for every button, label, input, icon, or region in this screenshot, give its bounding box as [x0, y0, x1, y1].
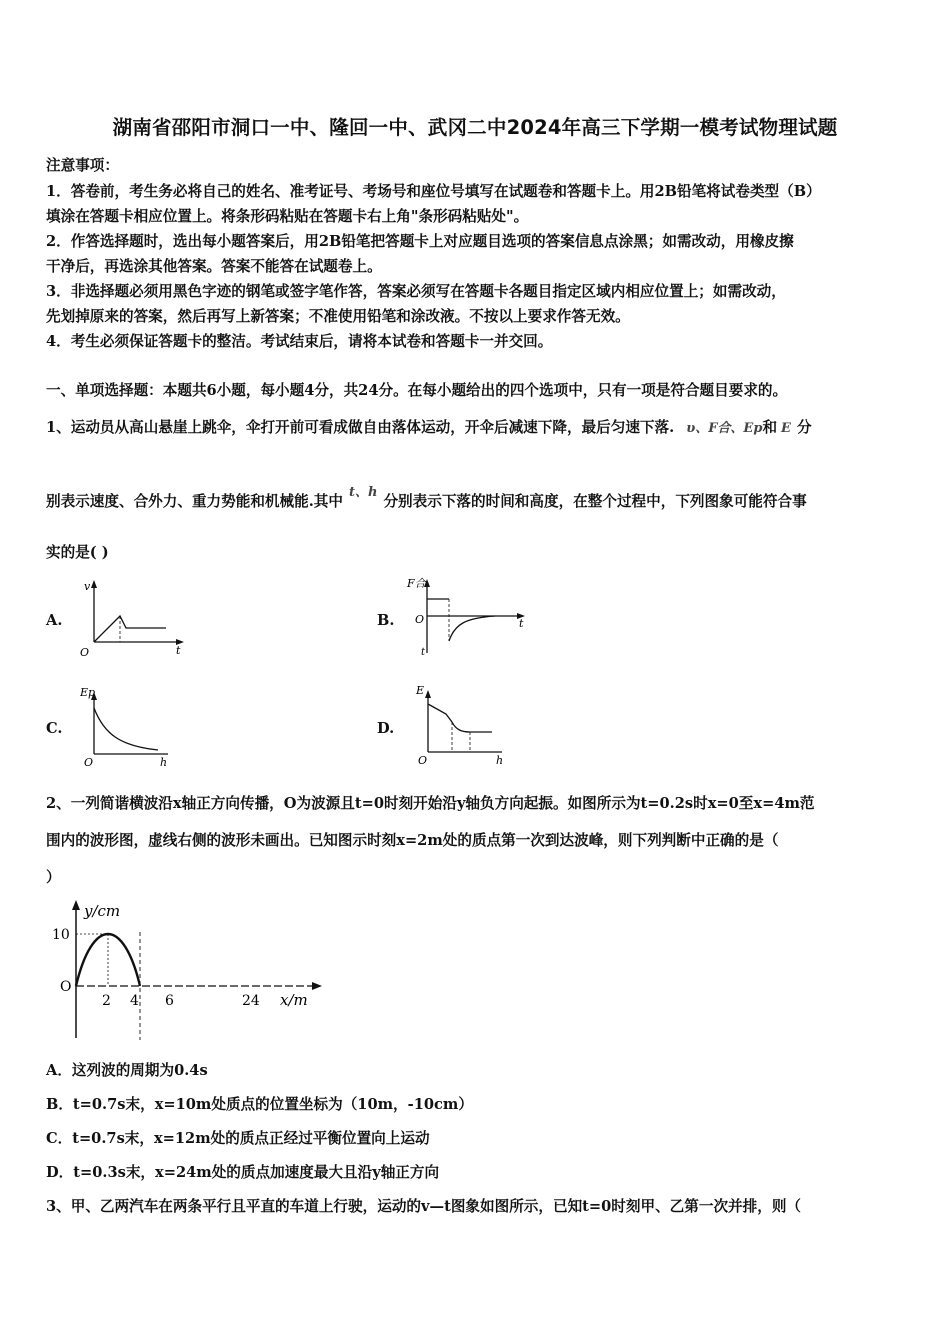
q1-text-end: 分 — [796, 419, 812, 436]
notice-line: 3．非选择题必须用黑色字迹的钢笔或签字笔作答，答案必须写在答题卡各题目指定区域内相应位置上；如需改动， — [46, 283, 786, 300]
q1-graph-c — [80, 684, 180, 769]
notice-line: 2．作答选择题时，选出每小题答案后，用2B铅笔把答题卡上对应题目选项的答案信息点涂黑；如需改动，用橡皮擦 — [46, 233, 794, 250]
curve-e-decel — [452, 722, 492, 732]
q1-stem-line2 — [46, 485, 807, 511]
y-label: F合 — [407, 577, 426, 590]
q1-text: 别表示速度、合外力、重力势能和机械能.其中 — [46, 493, 343, 510]
y-label: v — [84, 580, 91, 593]
notice-line: 4．考生必须保证答题卡的整洁。考试结束后，请将本试卷和答题卡一并交回。 — [46, 333, 553, 350]
notice-line: 1．答卷前，考生务必将自己的姓名、准考证号、考场号和座位号填写在试题卷和答题卡上。用2B铅笔将试卷类型（B） — [46, 183, 821, 200]
q2-option-a: A．这列波的周期为0.4s — [46, 1062, 208, 1079]
q1-math-th: t、h — [348, 485, 378, 500]
q1-math-E: E — [781, 421, 791, 436]
x-tick-24: 24 — [242, 993, 260, 1009]
q1-option-d-label: D. — [377, 720, 395, 737]
notice-line: 干净后，再选涂其他答案。答案不能答在试题卷上。 — [46, 258, 382, 275]
origin-label: O — [84, 756, 94, 769]
q1-math-symbols: υ、F合、Ep — [686, 421, 763, 436]
y-label: y/cm — [84, 902, 121, 920]
q1-graph-a — [80, 578, 190, 658]
q2-option-d: D．t=0.3s末，x=24m处的质点加速度最大且沿y轴正方向 — [46, 1164, 440, 1181]
q2-wave-graph — [48, 896, 328, 1046]
page-title: 湖南省邵阳市洞口一中、隆回一中、武冈二中2024年高三下学期一模考试物理试题 — [112, 116, 838, 139]
notice-heading: 注意事项： — [46, 157, 119, 174]
q2-stem-line1: 2、一列简谐横波沿x轴正方向传播，O为波源且t=0时刻开始沿y轴负方向起振。如图所示为t=0.2s时x=0至x=4m范 — [46, 795, 815, 812]
q3-stem-line1: 3、甲、乙两汽车在两条平行且平直的车道上行驶，运动的v—t图象如图所示，已知t=0时刻甲、乙第一次并排，则（ — [46, 1198, 802, 1215]
notice-line: 先划掉原来的答案，然后再写上新答案；不准使用铅笔和涂改液。不按以上要求作答无效。 — [46, 308, 630, 325]
x-label: h — [496, 754, 504, 767]
q1-text: 1、运动员从高山悬崖上跳伞，伞打开前可看成做自由落体运动，开伞后减速下降，最后匀速下落. — [46, 419, 675, 436]
origin-label: O — [418, 754, 428, 767]
y-axis-arrow — [72, 900, 80, 910]
x-tick-4: 4 — [130, 993, 139, 1009]
axis-mark: t — [421, 647, 426, 658]
y-label: E — [416, 684, 425, 697]
curve-v — [94, 616, 166, 642]
origin-label: O — [60, 979, 72, 995]
x-tick-6: 6 — [165, 993, 174, 1009]
x-axis-arrow — [312, 982, 322, 990]
q1-option-a-label: A. — [46, 612, 63, 629]
q2-option-c: C．t=0.7s末，x=12m处的质点正经过平衡位置向上运动 — [46, 1130, 430, 1147]
q2-stem-line2: 围内的波形图，虚线右侧的波形未画出。已知图示时刻x=2m处的质点第一次到达波峰，则下列判断中正确的是（ — [46, 832, 779, 849]
y-label: Ep — [80, 686, 96, 699]
notice-line: 填涂在答题卡相应位置上。将条形码粘贴在答题卡右上角"条形码粘贴处"。 — [46, 208, 529, 225]
x-label: h — [160, 756, 168, 769]
q1-text-and: 和 — [762, 419, 778, 436]
curve-ep — [94, 708, 158, 750]
q1-text: 分别表示下落的时间和高度，在整个过程中，下列图象可能符合事 — [383, 493, 807, 510]
y-axis-arrow — [425, 690, 431, 698]
q1-graph-d — [410, 682, 510, 767]
curve-e-free — [428, 704, 452, 722]
q1-graph-b — [405, 575, 530, 660]
q1-option-b-label: B. — [377, 612, 395, 629]
x-label: x/m — [280, 991, 308, 1009]
section-heading: 一、单项选择题：本题共6小题，每小题4分，共24分。在每小题给出的四个选项中，只有一项是符合题目要求的。 — [46, 382, 788, 399]
origin-label: O — [80, 646, 90, 658]
x-tick-2: 2 — [102, 993, 111, 1009]
x-label: t — [176, 644, 181, 657]
y-axis-arrow — [91, 580, 97, 588]
q1-stem-line1 — [46, 416, 812, 437]
curve-f-decay — [449, 616, 495, 641]
q1-stem-line3: 实的是( ) — [46, 544, 109, 561]
q2-stem-line3: ） — [46, 869, 61, 886]
x-label: t — [519, 617, 524, 630]
origin-label: O — [415, 613, 425, 626]
q1-option-c-label: C. — [46, 720, 63, 737]
q2-option-b: B．t=0.7s末，x=10m处质点的位置坐标为（10m，-10cm） — [46, 1096, 473, 1113]
y-tick-10: 10 — [52, 927, 70, 943]
